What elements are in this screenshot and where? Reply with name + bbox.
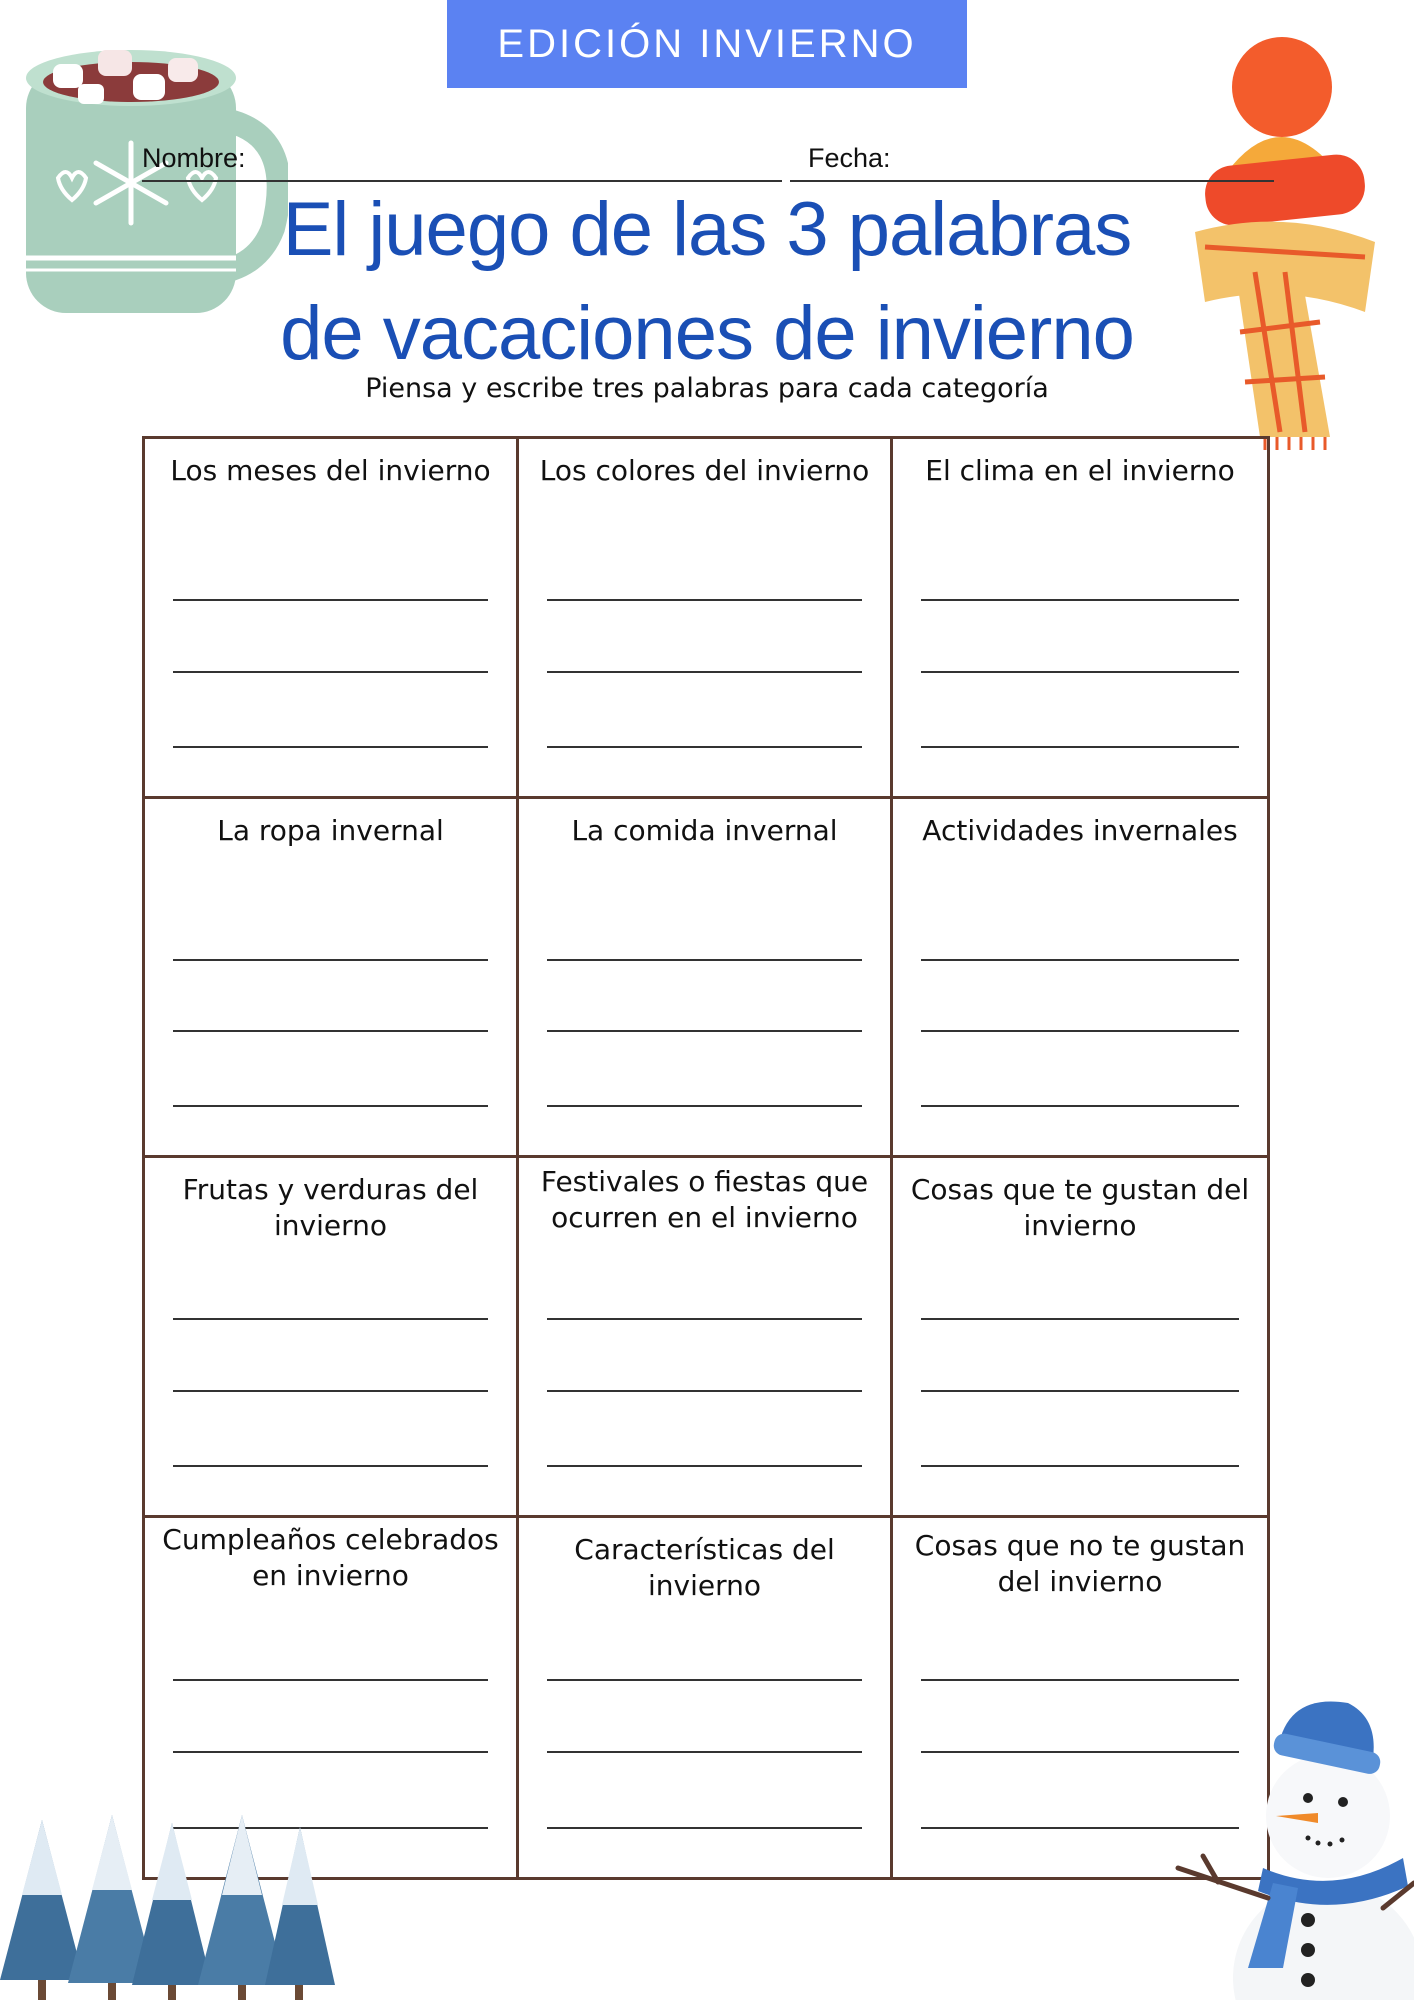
answer-line[interactable] bbox=[547, 1030, 862, 1032]
answer-line[interactable] bbox=[921, 1105, 1239, 1107]
category-cell bbox=[519, 1518, 893, 1878]
answer-line[interactable] bbox=[547, 1751, 862, 1753]
category-title: Festivales o fiestas que ocurren en el invierno bbox=[540, 1165, 869, 1234]
category-title: Actividades invernales bbox=[922, 813, 1238, 847]
answer-line[interactable] bbox=[547, 959, 862, 961]
answer-line[interactable] bbox=[921, 959, 1239, 961]
name-label: Nombre: bbox=[142, 143, 246, 173]
answer-line[interactable] bbox=[921, 1318, 1239, 1320]
category-title: Los colores del invierno bbox=[539, 454, 870, 487]
answer-line[interactable] bbox=[921, 671, 1239, 673]
answer-line[interactable] bbox=[173, 1465, 488, 1467]
category-title: Cosas que te gustan del invierno bbox=[910, 1173, 1250, 1242]
category-cell bbox=[519, 1158, 893, 1518]
category-cell bbox=[145, 439, 519, 799]
answer-line[interactable] bbox=[547, 1318, 862, 1320]
answer-line[interactable] bbox=[921, 746, 1239, 748]
answer-line[interactable] bbox=[921, 1465, 1239, 1467]
category-cell bbox=[519, 439, 893, 799]
answer-line[interactable] bbox=[173, 746, 488, 748]
snowman-illustration bbox=[1168, 1698, 1414, 2000]
answer-line[interactable] bbox=[173, 1751, 488, 1753]
answer-line[interactable] bbox=[921, 1679, 1239, 1681]
category-title: Los meses del invierno bbox=[170, 454, 491, 487]
category-title: La ropa invernal bbox=[217, 813, 444, 847]
snowy-pine-trees-illustration bbox=[0, 1815, 340, 2000]
page-title bbox=[0, 178, 1414, 386]
category-title: Frutas y verduras del invierno bbox=[182, 1173, 479, 1242]
category-title: La comida invernal bbox=[571, 813, 838, 847]
answer-line[interactable] bbox=[547, 671, 862, 673]
answer-line[interactable] bbox=[173, 1318, 488, 1320]
instructions: Piensa y escribe tres palabras para cada categoría bbox=[365, 373, 1049, 404]
title-line-2: de vacaciones de invierno bbox=[280, 291, 1134, 376]
category-title: Cosas que no te gustan del invierno bbox=[914, 1528, 1246, 1598]
answer-line[interactable] bbox=[173, 1390, 488, 1392]
category-cell bbox=[145, 1158, 519, 1518]
category-title: El clima en el invierno bbox=[925, 454, 1235, 487]
answer-line[interactable] bbox=[547, 1465, 862, 1467]
category-cell bbox=[893, 799, 1267, 1159]
category-grid bbox=[142, 436, 1270, 1880]
answer-line[interactable] bbox=[547, 746, 862, 748]
answer-line[interactable] bbox=[173, 1679, 488, 1681]
category-title: Cumpleaños celebrados en invierno bbox=[162, 1522, 499, 1592]
category-cell bbox=[893, 439, 1267, 799]
answer-line[interactable] bbox=[921, 1390, 1239, 1392]
category-cell bbox=[519, 799, 893, 1159]
answer-line[interactable] bbox=[547, 1105, 862, 1107]
answer-line[interactable] bbox=[173, 671, 488, 673]
category-cell bbox=[893, 1158, 1267, 1518]
answer-line[interactable] bbox=[921, 599, 1239, 601]
category-cell bbox=[145, 799, 519, 1159]
answer-line[interactable] bbox=[173, 959, 488, 961]
answer-line[interactable] bbox=[173, 599, 488, 601]
answer-line[interactable] bbox=[547, 1679, 862, 1681]
answer-line[interactable] bbox=[173, 1105, 488, 1107]
answer-line[interactable] bbox=[173, 1030, 488, 1032]
title-line-1: El juego de las 3 palabras bbox=[282, 187, 1132, 272]
edition-banner: EDICIÓN INVIERNO bbox=[447, 0, 967, 88]
category-title: Características del invierno bbox=[574, 1532, 835, 1602]
date-label: Fecha: bbox=[808, 143, 891, 173]
answer-line[interactable] bbox=[547, 1827, 862, 1829]
answer-line[interactable] bbox=[547, 599, 862, 601]
answer-line[interactable] bbox=[921, 1030, 1239, 1032]
answer-line[interactable] bbox=[547, 1390, 862, 1392]
